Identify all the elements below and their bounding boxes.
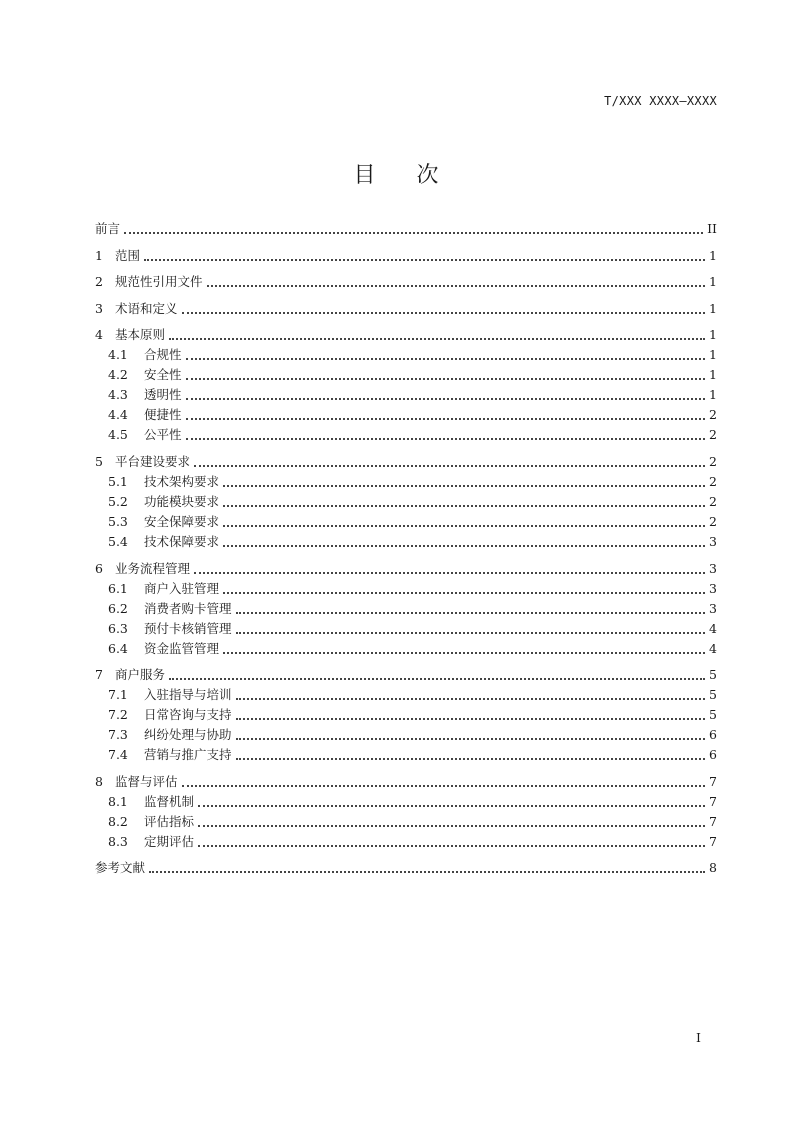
toc-entry-number: 7.2 <box>108 707 128 723</box>
toc-entry-page: 7 <box>709 793 717 809</box>
toc-entry-title: 范围 <box>115 247 141 263</box>
toc-entry[interactable] <box>108 425 717 445</box>
toc-entry-title: 入驻指导与培训 <box>144 687 232 703</box>
toc-entry-page: 1 <box>709 274 717 290</box>
toc-entry-page: 7 <box>709 813 717 829</box>
toc-entry-title: 日常咨询与支持 <box>144 707 232 723</box>
toc-entry[interactable] <box>108 492 717 512</box>
toc-entry-number: 4.5 <box>108 427 128 443</box>
toc-entry-page: 7 <box>709 833 717 849</box>
toc-dot-leader <box>149 871 705 873</box>
toc-entry[interactable] <box>108 472 717 492</box>
toc-entry-page: 2 <box>709 514 717 529</box>
toc-entry-page: 1 <box>709 387 717 403</box>
toc-dot-leader <box>186 358 705 360</box>
toc-entry-number: 1 <box>95 247 103 263</box>
toc-entry[interactable] <box>95 272 717 292</box>
toc-entry-title: 技术架构要求 <box>144 474 220 489</box>
toc-entry-title: 透明性 <box>144 387 182 403</box>
toc-entry-title: 前言 <box>95 221 121 236</box>
toc-dot-leader <box>144 259 705 261</box>
toc-entry-page: 8 <box>709 860 717 876</box>
toc-entry-page: II <box>707 221 717 236</box>
toc-entry-page: 3 <box>709 580 717 596</box>
toc-entry[interactable] <box>95 665 717 685</box>
toc-entry[interactable] <box>108 345 717 365</box>
toc-entry-number: 4.4 <box>108 407 128 423</box>
toc-dot-leader <box>186 418 705 420</box>
toc-dot-leader <box>186 438 705 440</box>
toc-entry-number: 3 <box>95 300 103 316</box>
toc-entry[interactable] <box>108 512 717 532</box>
toc-entry-number: 8.3 <box>108 833 128 849</box>
toc-entry[interactable] <box>108 725 717 745</box>
toc-dot-leader <box>236 738 705 740</box>
toc-entry-page: 3 <box>709 600 717 616</box>
toc-entry-page: 2 <box>709 407 717 423</box>
page-number: I <box>696 1030 701 1045</box>
toc-dot-leader <box>169 678 705 680</box>
toc-entry[interactable] <box>108 639 717 659</box>
toc-entry[interactable] <box>108 599 717 619</box>
toc-entry[interactable] <box>108 832 717 852</box>
toc-entry-title: 术语和定义 <box>115 300 178 316</box>
toc-title <box>0 158 793 189</box>
toc-entry[interactable] <box>108 579 717 599</box>
toc-entry-number: 2 <box>95 274 103 290</box>
toc-entry-page: 1 <box>709 327 717 343</box>
toc-entry[interactable] <box>95 246 717 266</box>
toc-entry-number: 4.2 <box>108 367 128 383</box>
toc-entry[interactable] <box>95 219 717 239</box>
toc-entry-title: 业务流程管理 <box>115 560 191 576</box>
toc-entry-number: 7.1 <box>108 687 128 703</box>
toc-entry[interactable] <box>95 299 717 319</box>
toc-entry-title: 参考文献 <box>95 860 146 876</box>
toc-entry-page: 2 <box>709 494 717 509</box>
toc-entry-page: 4 <box>709 640 717 656</box>
toc-title-char-1: 目 <box>353 163 377 188</box>
toc-entry-title: 公平性 <box>144 427 182 443</box>
toc-entry[interactable] <box>95 858 717 878</box>
toc-entry-title: 功能模块要求 <box>144 494 220 509</box>
toc-entry[interactable] <box>108 385 717 405</box>
toc-entry-title: 定期评估 <box>144 833 195 849</box>
toc-entry[interactable] <box>95 772 717 792</box>
toc-entry[interactable] <box>108 812 717 832</box>
toc-entry-title: 合规性 <box>144 347 182 363</box>
toc-entry-number: 5.4 <box>108 534 128 549</box>
toc-entry-page: 3 <box>709 534 717 549</box>
toc-dot-leader <box>182 312 705 314</box>
toc-entry-page: 3 <box>709 560 717 576</box>
toc-dot-leader <box>198 805 705 807</box>
toc-entry-title: 安全保障要求 <box>144 514 220 529</box>
toc-entry-title: 监督与评估 <box>115 773 178 789</box>
toc-entry-number: 5.1 <box>108 474 128 489</box>
toc-entry-page: 6 <box>709 727 717 743</box>
toc-dot-leader <box>207 285 705 287</box>
toc-dot-leader <box>194 572 705 574</box>
toc-entry[interactable] <box>108 685 717 705</box>
toc-entry-number: 8 <box>95 773 103 789</box>
toc-dot-leader <box>223 592 705 594</box>
toc-entry-number: 6.2 <box>108 600 128 616</box>
toc-entry-page: 5 <box>709 667 717 683</box>
toc-dot-leader <box>223 485 705 487</box>
toc-entry[interactable] <box>108 745 717 765</box>
toc-dot-leader <box>169 338 705 340</box>
toc-entry-number: 7.3 <box>108 727 128 743</box>
toc-entry[interactable] <box>108 405 717 425</box>
toc-entry-page: 4 <box>709 620 717 636</box>
toc-dot-leader <box>186 398 705 400</box>
toc-entry-title: 安全性 <box>144 367 182 383</box>
toc-dot-leader <box>223 652 705 654</box>
toc-entry-number: 7 <box>95 667 103 683</box>
toc-dot-leader <box>186 378 705 380</box>
toc-entry-title: 预付卡核销管理 <box>144 620 232 636</box>
toc-entry-title: 规范性引用文件 <box>115 274 203 290</box>
toc-entry-title: 评估指标 <box>144 813 195 829</box>
toc-entry-title: 基本原则 <box>115 327 166 343</box>
toc-entry-page: 7 <box>709 773 717 789</box>
toc-entry[interactable] <box>108 705 717 725</box>
toc-entry-page: 1 <box>709 367 717 383</box>
toc-entry-number: 4 <box>95 327 103 343</box>
toc-entry[interactable] <box>108 532 717 552</box>
toc-entry-number: 6.1 <box>108 580 128 596</box>
toc-entry[interactable] <box>95 559 717 579</box>
toc-entry-number: 5 <box>95 454 103 469</box>
toc-entry-number: 5.3 <box>108 514 128 529</box>
toc-entry-title: 技术保障要求 <box>144 534 220 549</box>
toc-dot-leader <box>223 545 705 547</box>
toc-dot-leader <box>124 232 703 234</box>
toc-dot-leader <box>182 785 705 787</box>
toc-dot-leader <box>236 758 705 760</box>
toc-title-char-2: 次 <box>416 163 440 188</box>
toc-entry-title: 商户入驻管理 <box>144 580 220 596</box>
toc-dot-leader <box>223 505 705 507</box>
toc-dot-leader <box>236 718 705 720</box>
toc-dot-leader <box>198 825 705 827</box>
toc-entry-number: 6.4 <box>108 640 128 656</box>
toc-entry-number: 6 <box>95 560 103 576</box>
toc-entry-number: 7.4 <box>108 747 128 763</box>
toc-entry-page: 1 <box>709 300 717 316</box>
toc-entry-page: 2 <box>709 474 717 489</box>
toc-entry-number: 8.2 <box>108 813 128 829</box>
toc-entry-number: 6.3 <box>108 620 128 636</box>
toc-entry-page: 2 <box>709 454 717 469</box>
toc-entry-title: 营销与推广支持 <box>144 747 232 763</box>
toc-dot-leader <box>198 845 705 847</box>
toc-entry-number: 8.1 <box>108 793 128 809</box>
toc-entry-page: 2 <box>709 427 717 443</box>
toc-entry-page: 1 <box>709 247 717 263</box>
toc-entry[interactable] <box>95 452 717 472</box>
toc-entry-title: 平台建设要求 <box>115 454 191 469</box>
toc-dot-leader <box>236 698 705 700</box>
toc-entry-page: 6 <box>709 747 717 763</box>
toc-entry[interactable] <box>108 619 717 639</box>
toc-entry-number: 5.2 <box>108 494 128 509</box>
toc-entry[interactable] <box>95 325 717 345</box>
toc-dot-leader <box>236 632 705 634</box>
toc-entry-title: 商户服务 <box>115 667 166 683</box>
toc-dot-leader <box>236 612 705 614</box>
toc-entry-page: 1 <box>709 347 717 363</box>
toc-entry-number: 4.1 <box>108 347 128 363</box>
toc-entry-title: 便捷性 <box>144 407 182 423</box>
toc-entry-number: 4.3 <box>108 387 128 403</box>
toc-dot-leader <box>194 465 705 467</box>
toc-entry-title: 纠纷处理与协助 <box>144 727 232 743</box>
toc-entry-page: 5 <box>709 687 717 703</box>
document-code: T/XXX XXXX—XXXX <box>604 94 717 108</box>
toc-entry-title: 资金监管管理 <box>144 640 220 656</box>
toc-entry-title: 监督机制 <box>144 793 195 809</box>
toc-entry[interactable] <box>108 365 717 385</box>
toc-entry-title: 消费者购卡管理 <box>144 600 232 616</box>
toc-entry[interactable] <box>108 792 717 812</box>
toc-entry-page: 5 <box>709 707 717 723</box>
toc-dot-leader <box>223 525 705 527</box>
